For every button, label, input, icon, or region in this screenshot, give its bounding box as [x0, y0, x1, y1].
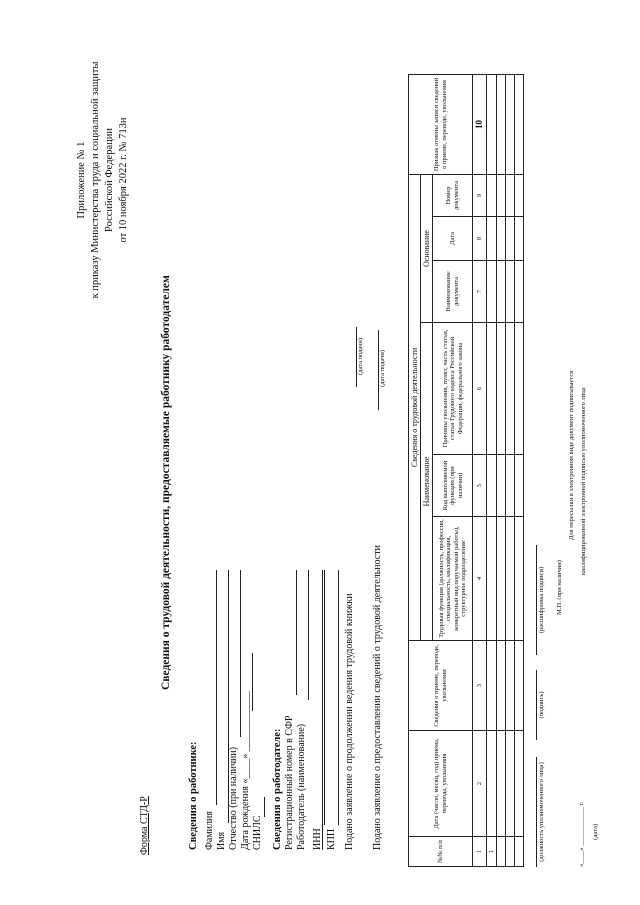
birth-year-field[interactable]	[252, 653, 253, 711]
inn-field[interactable]	[324, 570, 325, 825]
table-cell[interactable]	[497, 74, 506, 174]
date-line[interactable]: «____» ____________ г.	[578, 801, 585, 867]
position-line[interactable]	[536, 757, 537, 867]
table-cell[interactable]	[506, 517, 515, 641]
table-cell[interactable]	[506, 74, 515, 174]
header-federation: Российской Федерации	[104, 128, 115, 232]
table-cell[interactable]	[506, 837, 515, 867]
inn-label: ИНН	[312, 828, 323, 850]
table-cell[interactable]	[486, 323, 496, 455]
col-info-header: Сведения о приеме, переводе, увольнении	[409, 641, 473, 731]
group-basis-header: Основание	[421, 174, 433, 322]
column-number: 1	[473, 837, 486, 867]
employer-name-field-2[interactable]	[322, 570, 323, 850]
patronymic-label: Отчество (при наличии)	[228, 746, 239, 850]
employee-section-heading: Сведения о работнике:	[188, 741, 199, 850]
table-cell[interactable]	[506, 731, 515, 837]
position-caption: (должность уполномоченного лица)	[538, 762, 545, 862]
table-cell[interactable]	[497, 517, 506, 641]
employment-history-table	[408, 74, 524, 867]
col-number-header: №№ п/п	[409, 837, 473, 867]
table-row	[515, 74, 524, 866]
employer-name-label: Работодатель (наименование)	[296, 723, 307, 850]
electronic-signature-note-1: Для пересылки в электронном виде документ подписывается	[568, 370, 575, 540]
provide-info-date-caption: (дата подачи)	[379, 349, 386, 387]
snils-label: СНИЛС	[252, 815, 263, 850]
kpp-label: КПП	[326, 828, 337, 850]
row-number: 1	[486, 837, 496, 867]
page-title: Сведения о трудовой деятельности, предоставляемые работнику работодателем	[160, 275, 172, 690]
column-number: 4	[473, 517, 486, 641]
col-cancel-header: Признак отмены записи сведений о приеме, переводе, увольнении	[409, 74, 473, 174]
column-number: 9	[473, 174, 486, 216]
continue-book-statement: Подано заявление о продолжении ведения трудовой книжки	[344, 593, 355, 850]
table-cell[interactable]	[497, 731, 506, 837]
table-cell[interactable]	[515, 323, 524, 455]
decoding-caption: (расшифровка подписи)	[538, 566, 545, 634]
table-cell[interactable]	[515, 174, 524, 216]
provide-info-statement: Подано заявление о предоставлении сведений о трудовой деятельности	[372, 545, 383, 850]
table-cell[interactable]	[486, 261, 496, 323]
table-cell[interactable]	[486, 217, 496, 261]
table-cell[interactable]	[515, 455, 524, 517]
table-cell[interactable]	[486, 517, 496, 641]
employer-section-heading: Сведения о работодателе:	[272, 728, 283, 850]
col-doc-name-header: Наименование документа	[433, 261, 473, 323]
surname-label: Фамилия	[204, 811, 215, 850]
table-cell[interactable]	[506, 217, 515, 261]
table-cell[interactable]	[506, 261, 515, 323]
sfr-label: Регистрационный номер в СФР	[284, 715, 295, 850]
table-cell[interactable]	[497, 641, 506, 731]
table-cell[interactable]	[515, 74, 524, 174]
col-function-header: Трудовая функция (должность, профессия, специальность, квалификация, конкретный вид поручаемой работы), структурное подразделение	[433, 517, 473, 641]
table-cell[interactable]	[486, 731, 496, 837]
table-row	[506, 74, 515, 866]
table-cell[interactable]	[506, 323, 515, 455]
col-code-header: Код выполняемой функции (при наличии)	[433, 455, 473, 517]
sfr-field[interactable]	[296, 570, 297, 695]
column-number: 6	[473, 323, 486, 455]
kpp-field[interactable]	[338, 570, 339, 825]
continue-book-date-caption: (дата подачи)	[357, 337, 364, 375]
header-order: к приказу Министерства труда и социальной защиты	[90, 61, 101, 299]
surname-field[interactable]	[216, 570, 217, 805]
table-cell[interactable]	[506, 641, 515, 731]
snils-field[interactable]	[264, 797, 265, 817]
date-caption: (дата)	[592, 823, 599, 840]
table-cell[interactable]	[506, 455, 515, 517]
column-number: 7	[473, 261, 486, 323]
table-cell[interactable]	[515, 217, 524, 261]
name-label: Имя	[216, 831, 227, 850]
table-cell[interactable]	[486, 174, 496, 216]
column-number: 2	[473, 731, 486, 837]
stamp-place: М.П. (при наличии)	[556, 560, 563, 615]
table-cell[interactable]	[497, 455, 506, 517]
header-appendix: Приложение № 1	[76, 141, 87, 219]
birth-date-label: Дата рождения «____» ____________	[240, 691, 251, 850]
signature-line[interactable]	[536, 670, 537, 740]
table-header-row-1	[409, 74, 421, 866]
signature-caption: (подпись)	[538, 691, 545, 719]
column-number: 10	[473, 74, 486, 174]
table-cell[interactable]	[486, 641, 496, 731]
table-cell[interactable]	[506, 174, 515, 216]
table-cell[interactable]	[515, 837, 524, 867]
table-row	[497, 74, 506, 866]
group-name-header: Наименование	[421, 323, 433, 641]
table-cell[interactable]	[515, 517, 524, 641]
table-cell[interactable]	[497, 323, 506, 455]
table-column-numbers-row	[473, 74, 486, 866]
table-cell[interactable]	[497, 261, 506, 323]
group-main-header: Сведения о трудовой деятельности	[409, 174, 421, 640]
table-row	[486, 74, 496, 866]
column-number: 5	[473, 455, 486, 517]
table-cell[interactable]	[515, 261, 524, 323]
col-reason-header: Причины увольнения, пункт, часть статьи, статья Трудового кодекса Российской Федерации, федерального закона	[433, 323, 473, 455]
decoding-line[interactable]	[536, 545, 537, 655]
column-number: 8	[473, 217, 486, 261]
table-cell[interactable]	[497, 837, 506, 867]
electronic-signature-note-2: квалифицированной электронной подписью уполномоченного лица	[580, 387, 587, 575]
col-date-header: Дата (число, месяц, год) приема, перевода, увольнения	[409, 731, 473, 837]
table-cell[interactable]	[515, 641, 524, 731]
header-date: от 10 ноября 2022 г. № 713н	[118, 117, 129, 243]
table-cell[interactable]	[497, 174, 506, 216]
col-doc-date-header: Дата	[433, 217, 473, 261]
table-cell[interactable]	[486, 455, 496, 517]
col-doc-number-header: Номер документа	[433, 174, 473, 216]
table-cell[interactable]	[497, 217, 506, 261]
column-number: 3	[473, 641, 486, 731]
table-cell[interactable]	[486, 74, 496, 174]
employer-name-field[interactable]	[308, 570, 309, 700]
table-cell[interactable]	[515, 731, 524, 837]
form-label: Форма СТД-Р	[139, 796, 150, 855]
